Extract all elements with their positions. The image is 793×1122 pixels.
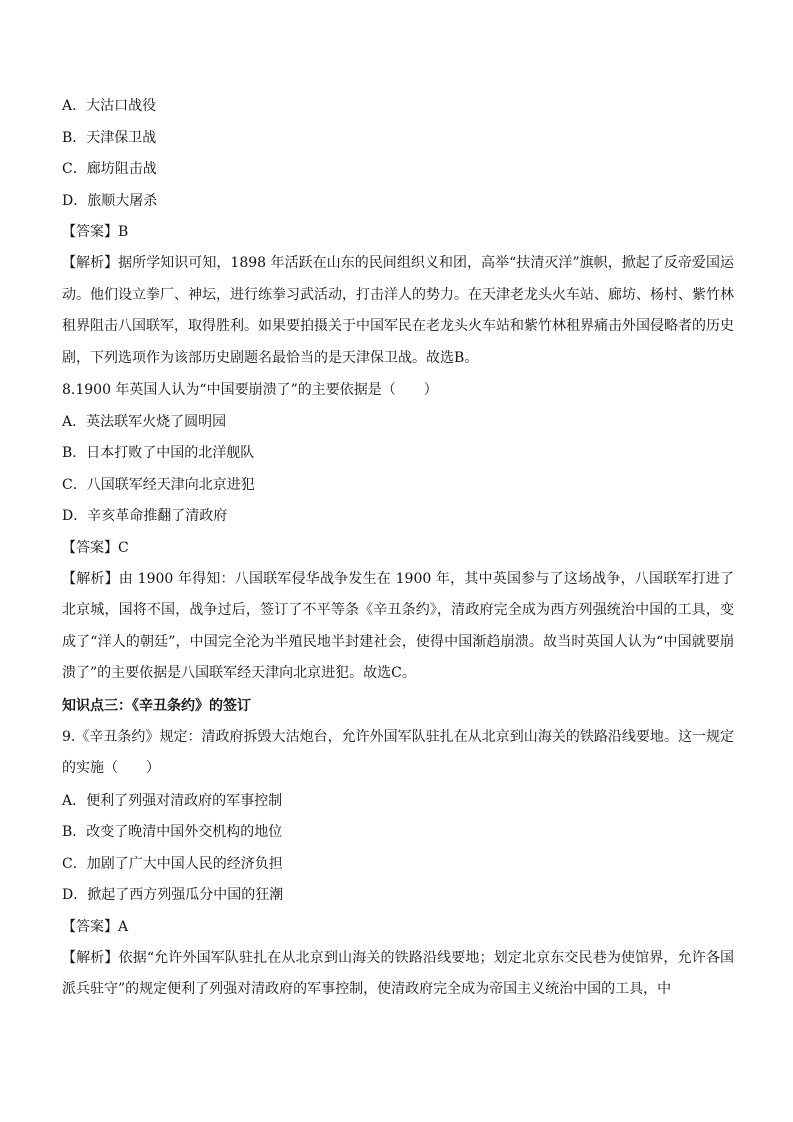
section-heading: 知识点三：《辛丑条约》的签订 — [62, 697, 251, 714]
q8-answer: 【答案】C — [62, 539, 129, 556]
q9-analysis: 【解析】依据“允许外国军队驻扎在从北京到山海关的铁路沿线要地；划定北京东交民巷为使馆界，允许各国派兵驻守”的规定便利了列强对清政府的军事控制，使清政府完全成为帝国主义统治中国的工具，中 — [62, 949, 734, 997]
q9-stem-block — [62, 722, 734, 785]
q7-option-b: B．天津保卫战 — [62, 129, 157, 146]
q9-analysis-block — [62, 943, 734, 1006]
q9-option-a: A．便利了列强对清政府的军事控制 — [62, 792, 283, 809]
q9-answer: 【答案】A — [62, 918, 129, 935]
q9-stem: 9.《辛丑条约》规定：清政府拆毁大沽炮台，允许外国军队驻扎在从北京到山海关的铁路沿线要地。这一规定的实施（ ） — [62, 728, 734, 776]
q7-answer: 【答案】B — [62, 224, 129, 240]
q7-option-d: D．旅顺大屠杀 — [62, 192, 158, 209]
q7-option-a: A．大沽口战役 — [62, 98, 157, 114]
q8-analysis-block — [62, 564, 734, 690]
q7-analysis-block — [62, 248, 734, 374]
q9-option-d: D．掀起了西方列强瓜分中国的狂潮 — [62, 887, 284, 903]
q8-stem: 8.1900 年英国人认为“中国要崩溃了”的主要依据是（ ） — [62, 382, 438, 398]
q8-option-c: C．八国联军经天津向北京进犯 — [62, 476, 255, 493]
q7-option-c: C．廊坊阻击战 — [62, 161, 157, 177]
q8-option-d: D．辛亥革命推翻了清政府 — [62, 508, 228, 524]
q8-option-a: A．英法联军火烧了圆明园 — [62, 413, 227, 430]
q9-option-b: B．改变了晚清中国外交机构的地位 — [62, 824, 283, 840]
q9-option-c: C．加剧了广大中国人民的经济负担 — [62, 855, 283, 872]
page-content — [62, 96, 734, 1012]
q8-option-b: B．日本打败了中国的北洋舰队 — [62, 445, 255, 461]
q8-analysis: 【解析】由 1900 年得知：八国联军侵华战争发生在 1900 年，其中英国参与了这场战争，八国联军打进了北京城，国将不国，战争过后，签订了不平等条《辛丑条约》，清政府完全成为西方列强统治中国的工具，变成了“洋人的朝廷”，中国完全沦为半殖民地半封建社会，使得中国渐趋崩溃。故当时英国人认为“中国就要崩溃了”的主要依据是八国联军经天津向北京进犯。故选C。 — [62, 570, 734, 681]
q7-analysis: 【解析】据所学知识可知，1898 年活跃在山东的民间组织义和团，高举“扶清灭洋”旗帜，掀起了反帝爱国运动。他们设立拳厂、神坛，进行练拳习武活动，打击洋人的势力。在天津老龙头火车站、廊坊、杨村、紫竹林租界阻击八国联军，取得胜利。如果要拍摄关于中国军民在老龙头火车站和紫竹林租界痛击外国侵略者的历史剧，下列选项作为该部历史剧题名最恰当的是天津保卫战。故选B。 — [62, 255, 734, 366]
